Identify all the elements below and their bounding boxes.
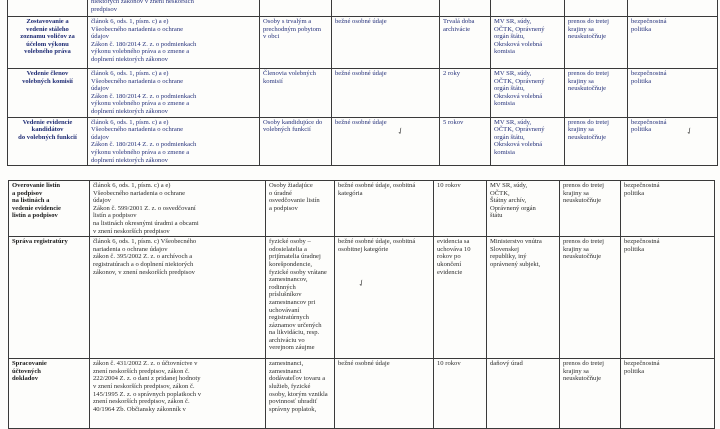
cell-text-line: volebných komisií <box>22 77 73 85</box>
cell-text-line: registratúrnych <box>269 314 309 322</box>
data-category-cell <box>335 359 434 429</box>
cell-text-line: MV SR, súdy, <box>494 18 532 25</box>
cell-text-line: listín a podpisov <box>93 212 137 220</box>
cell-text-line: prijímatelia úradnej <box>269 253 321 261</box>
cell-text-line: politika <box>624 367 645 375</box>
cell-text-line: neuskutočňuje <box>568 133 607 141</box>
processing-table-bottom <box>8 180 715 429</box>
handwritten-mark: ✓ <box>355 276 368 290</box>
cell-text-line: politika <box>624 189 645 197</box>
cell-text-line: Osoby kandidujúce do <box>263 118 323 126</box>
cell-text-line: prechodným pobytom <box>263 25 322 33</box>
cell-text-line: oprávnený subjekt, <box>490 260 541 268</box>
cell-text-line: predpisov <box>91 5 118 13</box>
third-country-transfer-cell <box>560 237 621 359</box>
cell-text-line: Oprávnený orgán <box>490 204 536 212</box>
data-subjects-cell <box>260 0 332 17</box>
cell-text-line: orgán štátu, <box>494 33 525 41</box>
cell-text-line: MV SR, súdy, <box>490 182 528 189</box>
data-category-cell <box>332 17 440 69</box>
cell-text-line: neuskutočňuje <box>563 253 602 261</box>
activity-cell <box>9 359 90 429</box>
cell-text-line: bežné osobné údaje <box>338 360 390 368</box>
data-subjects-cell <box>260 69 332 118</box>
table-row <box>9 359 715 429</box>
cell-text-line: bezpečnostná <box>624 182 660 189</box>
table-row <box>8 0 718 17</box>
third-country-transfer-cell <box>565 117 628 166</box>
data-category-cell <box>332 0 440 17</box>
cell-text-line: politika <box>631 126 652 134</box>
cell-text-line: Zostavovanie a <box>26 18 69 25</box>
cell-text-line: bezpečnostná <box>631 118 667 126</box>
cell-text-line: Zákon č. 599/2001 Z. z. o osvedčovaní <box>93 204 196 212</box>
third-country-transfer-cell <box>565 69 628 118</box>
activity-cell <box>8 17 88 69</box>
cell-text-line: OČTK, <box>490 189 510 197</box>
cell-text-line: Vedenie členov <box>26 70 69 77</box>
cell-text-line: služieb, fyzické <box>269 382 311 390</box>
cell-text-line: Zákon č. 180/2014 Z. z. o podmienkach <box>91 141 197 149</box>
handwritten-mark: ✓ <box>683 124 696 138</box>
cell-text-line: Ministerstvo vnútra <box>490 238 542 246</box>
cell-text-line: osvedčovanie listín <box>269 197 320 205</box>
retention-cell <box>434 359 487 429</box>
cell-text-line: rodinných <box>269 283 296 291</box>
cell-text-line: neuskutočňuje <box>568 85 607 93</box>
cell-text-line: bezpečnostná <box>631 18 667 25</box>
data-subjects-cell <box>260 117 332 166</box>
cell-text-line: článok 6, ods. 1, písm. c) a e) <box>91 18 169 25</box>
cell-text-line: údajov <box>91 85 109 93</box>
third-country-transfer-cell <box>565 17 628 69</box>
recipients-cell <box>491 17 565 69</box>
retention-cell <box>440 17 491 69</box>
activity-cell <box>8 0 88 17</box>
cell-text-line: zamestnanci <box>269 367 302 375</box>
cell-text-line: bezpečnostná <box>631 70 667 77</box>
cell-text-line: archiváciu vo <box>269 336 305 344</box>
recipients-cell <box>491 69 565 118</box>
cell-text-line: MV SR, súdy, <box>494 70 532 77</box>
cell-text-line: 145/1995 Z. z. o správnych poplatkoch v <box>93 390 202 398</box>
third-country-transfer-cell <box>560 181 621 237</box>
cell-text-line: komisia <box>494 100 515 108</box>
cell-text-line: článok 6, ods. 1, písm. c) a e) <box>91 70 169 77</box>
cell-text-line: republiky, iný <box>490 253 527 261</box>
cell-text-line: bežné osobné údaje <box>335 70 387 77</box>
cell-text-line: zamestnanci, <box>269 360 304 368</box>
cell-text-line: Slovenskej <box>490 245 519 253</box>
cell-text-line: Všeobecného nariadenia o ochrane <box>91 25 184 33</box>
processing-table-top <box>7 0 718 166</box>
cell-text-line: bežné osobné údaje <box>335 118 387 126</box>
cell-text-line: doplnení niektorých zákonov <box>91 55 168 63</box>
cell-text-line: krajiny sa <box>568 77 594 85</box>
cell-text-line: znení neskorších predpisov, zákon č. <box>93 398 190 406</box>
cell-text-line: na listinách a <box>12 197 50 205</box>
cell-text-line: fyzické osoby vrátane <box>269 268 327 276</box>
cell-text-line: Osoby s trvalým a <box>263 18 312 25</box>
cell-text-line: osoby, ktorým vznikla <box>269 390 328 398</box>
cell-text-line: dokladov <box>12 375 39 383</box>
table-row <box>9 237 715 359</box>
cell-text-line: krajiny sa <box>563 245 589 253</box>
cell-text-line: záznamov určených <box>269 321 322 329</box>
cell-text-line: 5 rokov <box>443 118 464 126</box>
cell-text-line: bežné osobné údaje <box>335 18 387 25</box>
legal-basis-cell <box>90 359 266 429</box>
cell-text-line: prenos do tretej <box>568 18 610 25</box>
cell-text-line: volebného práva <box>24 48 71 56</box>
cell-text-line: na listinách okresnými úradmi a obcami <box>93 219 199 227</box>
cell-text-line: OČTK, Oprávnený <box>494 25 545 33</box>
cell-text-line: a podpisov <box>12 189 43 197</box>
cell-text-line: povinnosť uhradiť <box>269 398 318 406</box>
cell-text-line: údajov <box>91 133 109 141</box>
cell-text-line: uchováva 10 <box>437 245 471 253</box>
security-measures-cell <box>621 181 715 237</box>
cell-text-line: Okrsková volebná <box>494 40 543 48</box>
cell-text-line: článok 6, ods. 1, písm. c) a e) <box>93 182 171 189</box>
cell-text-line: Všeobecného nariadenia o ochrane <box>93 189 186 197</box>
cell-text-line: článok 6, ods. 1, písm. c) a e) <box>91 118 169 126</box>
cell-text-line: bežné osobné údaje, osobitná <box>338 182 416 189</box>
data-category-cell <box>335 237 434 359</box>
retention-cell <box>434 237 487 359</box>
cell-text-line: zoznamu voličov za <box>20 33 75 41</box>
cell-text-line: výkonu volebného práva a o zmene a <box>91 48 190 56</box>
security-measures-cell <box>628 0 718 17</box>
cell-text-line: verejnom záujme <box>269 344 315 352</box>
table-row <box>9 181 715 237</box>
cell-text-line: dodávateľov tovaru a <box>269 375 326 383</box>
activity-cell <box>9 181 90 237</box>
cell-text-line: a podpisov <box>269 204 298 212</box>
cell-text-line: evidencia sa <box>437 238 470 246</box>
retention-cell <box>434 181 487 237</box>
cell-text-line: zamestnancov pri <box>269 298 316 306</box>
cell-text-line: OČTK, Oprávnený <box>494 77 545 85</box>
cell-text-line: zákon č. 395/2002 Z. z. o archívoch a <box>93 253 193 261</box>
data-category-cell <box>332 117 440 166</box>
cell-text-line: krajiny sa <box>568 126 594 134</box>
cell-text-line: Trvalá doba <box>443 18 475 25</box>
activity-cell <box>8 117 88 166</box>
cell-text-line: komisií <box>263 77 283 85</box>
cell-text-line: rokov po <box>437 253 461 261</box>
cell-text-line: Všeobecného nariadenia o ochrane <box>91 77 184 85</box>
cell-text-line: do volebných funkcií <box>18 133 77 141</box>
retention-cell <box>440 0 491 17</box>
cell-text-line: bezpečnostná <box>624 360 660 368</box>
legal-basis-cell <box>90 237 266 359</box>
cell-text-line: Zákon č. 180/2014 Z. z. o podmienkach <box>91 92 197 100</box>
cell-text-line: 10 rokov <box>437 360 461 368</box>
cell-text-line: OČTK, Oprávnený <box>494 126 545 134</box>
cell-text-line: účtovných <box>12 367 41 375</box>
cell-text-line: prenos do tretej <box>563 360 605 368</box>
cell-text-line: kandidátov <box>31 126 64 134</box>
cell-text-line: Spracovanie <box>12 360 47 368</box>
cell-text-line: krajiny sa <box>568 25 594 33</box>
cell-text-line: Zákon č. 180/2014 Z. z. o podmienkach <box>91 40 197 48</box>
cell-text-line: vedenie stáleho <box>26 25 69 33</box>
cell-text-line: neuskutočňuje <box>568 33 607 41</box>
table-row <box>8 117 718 166</box>
cell-text-line: Okrsková volebná <box>494 92 543 100</box>
cell-text-line: Členovia volebných <box>263 70 316 77</box>
recipients-cell <box>491 0 565 17</box>
table-body-top <box>8 0 718 166</box>
cell-text-line: v obci <box>263 33 280 41</box>
cell-text-line: 40/1964 Zb. Občiansky zákonník v <box>93 405 186 413</box>
cell-text-line: Správa registratúry <box>12 238 68 246</box>
cell-text-line: archivácie <box>443 25 471 33</box>
activity-cell <box>8 69 88 118</box>
data-subjects-cell <box>260 17 332 69</box>
cell-text-line: o úradné <box>269 189 292 197</box>
cell-text-line: odosielatelia a <box>269 245 307 253</box>
cell-text-line: Štátny archív, <box>490 197 527 205</box>
cell-text-line: účelom výkonu <box>26 40 69 48</box>
data-subjects-cell <box>266 359 335 429</box>
cell-text-line: orgán štátu, <box>494 85 525 93</box>
cell-text-line: MV SR, súdy, <box>494 118 532 126</box>
cell-text-line: zamestnancov, <box>269 276 308 284</box>
cell-text-line: nariadenia o ochrane údajov <box>93 245 168 253</box>
cell-text-line: príslušníkov <box>269 291 302 299</box>
data-category-cell <box>335 181 434 237</box>
cell-text-line: v znení neskorších predpisov, zákon č. <box>93 382 195 390</box>
recipients-cell <box>487 359 560 429</box>
cell-text-line: Overovanie listín <box>12 182 61 189</box>
cell-text-line: bežné osobné údaje, osobitná <box>338 238 416 246</box>
cell-text-line: Osoby žiadajúce <box>269 182 313 189</box>
cell-text-line: uchovávaní <box>269 306 300 314</box>
cell-text-line: ukončení <box>437 260 462 268</box>
cell-text-line: doplnení niektorých zákonov <box>91 107 168 115</box>
cell-text-line: listín a podpisov <box>12 212 58 220</box>
legal-basis-cell <box>88 17 260 69</box>
cell-text-line: Okrsková volebná <box>494 141 543 149</box>
cell-text-line: bezpečnostná <box>624 238 660 246</box>
cell-text-line: politika <box>631 77 652 85</box>
cell-text-line: vedenie evidencie <box>12 204 61 212</box>
cell-text-line: prenos do tretej <box>568 118 610 126</box>
cell-text-line: prenos do tretej <box>563 182 605 189</box>
cell-text-line: Všeobecného nariadenia o ochrane <box>91 126 184 134</box>
cell-text-line: údajov <box>91 33 109 41</box>
table-body-bottom <box>9 181 715 429</box>
cell-text-line: neuskutočňuje <box>563 197 602 205</box>
cell-text-line: štátu <box>490 212 503 220</box>
cell-text-line: krajiny sa <box>563 367 589 375</box>
handwritten-mark: ✓ <box>394 124 407 138</box>
cell-text-line: daňový úrad <box>490 360 523 368</box>
data-subjects-cell <box>266 237 335 359</box>
legal-basis-cell <box>88 0 260 17</box>
cell-text-line: výkonu volebného práva a o zmene a <box>91 100 190 108</box>
cell-text-line: správny poplatok, <box>269 405 317 413</box>
legal-basis-cell <box>90 181 266 237</box>
cell-text-line: osobitnej kategórie <box>338 245 389 253</box>
data-category-cell <box>332 69 440 118</box>
recipients-cell <box>491 117 565 166</box>
cell-text-line: niektorých zákonov v znení neskorších <box>91 0 194 5</box>
activity-cell <box>9 237 90 359</box>
cell-text-line: na likvidáciu, resp. <box>269 329 320 337</box>
cell-text-line: výkonu volebného práva a o zmene a <box>91 148 190 156</box>
cell-text-line: 10 rokov <box>437 182 461 189</box>
security-measures-cell <box>628 17 718 69</box>
security-measures-cell <box>628 69 718 118</box>
security-measures-cell <box>621 237 715 359</box>
cell-text-line: neuskutočňuje <box>563 375 602 383</box>
cell-text-line: volebných funkcií <box>263 126 311 134</box>
cell-text-line: krajiny sa <box>563 189 589 197</box>
cell-text-line: korešpondencie, <box>269 260 313 268</box>
legal-basis-cell <box>88 117 260 166</box>
legal-basis-cell <box>88 69 260 118</box>
cell-text-line: 222/2004 Z. z. o dani z pridanej hodnoty <box>93 375 201 383</box>
recipients-cell <box>487 181 560 237</box>
cell-text-line: článok 6, ods. 1, písm. c) Všeobecného <box>93 238 197 246</box>
third-country-transfer-cell <box>560 359 621 429</box>
table-row <box>8 69 718 118</box>
cell-text-line: znení neskorších predpisov, zákon č. <box>93 367 190 375</box>
cell-text-line: prenos do tretej <box>563 238 605 246</box>
cell-text-line: kategória <box>338 189 363 197</box>
cell-text-line: v znení neskorších predpisov <box>93 227 170 235</box>
data-subjects-cell <box>266 181 335 237</box>
cell-text-line: politika <box>624 245 645 253</box>
cell-text-line: prenos do tretej <box>568 70 610 77</box>
retention-cell <box>440 117 491 166</box>
retention-cell <box>440 69 491 118</box>
third-country-transfer-cell <box>565 0 628 17</box>
table-row <box>8 17 718 69</box>
cell-text-line: orgán štátu, <box>494 133 525 141</box>
cell-text-line: zákon č. 431/2002 Z. z. o účtovníctve v <box>93 360 198 368</box>
cell-text-line: komisia <box>494 48 515 56</box>
recipients-cell <box>487 237 560 359</box>
cell-text-line: Vedenie evidencie <box>22 118 73 126</box>
security-measures-cell <box>621 359 715 429</box>
cell-text-line: zákonov, v znení neskorších predpisov <box>93 268 195 276</box>
cell-text-line: údajov <box>93 197 111 205</box>
cell-text-line: doplnení niektorých zákonov <box>91 156 168 164</box>
cell-text-line: 2 roky <box>443 70 461 77</box>
cell-text-line: fyzické osoby – <box>269 238 311 246</box>
cell-text-line: politika <box>631 25 652 33</box>
cell-text-line: komisia <box>494 148 515 156</box>
security-measures-cell <box>628 117 718 166</box>
cell-text-line: registratúrach a o doplnení niektorých <box>93 260 194 268</box>
cell-text-line: evidencie <box>437 268 463 276</box>
